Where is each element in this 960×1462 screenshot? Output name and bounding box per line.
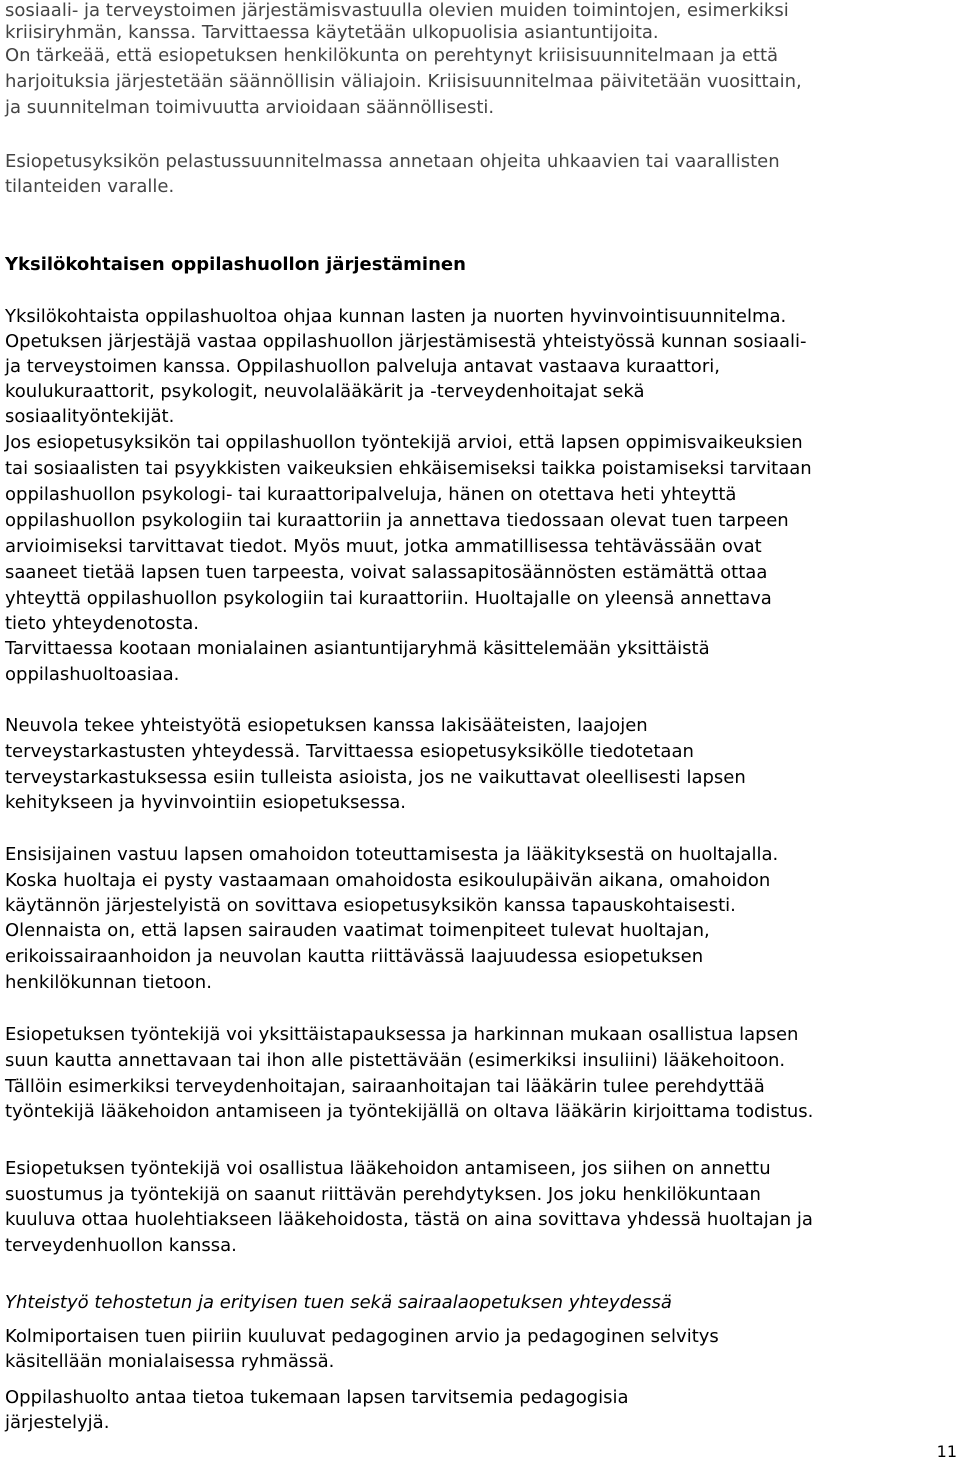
paragraph-6-line: Tällöin esimerkiksi terveydenhoitajan, sairaanhoitajan tai lääkärin tulee perehdyttää <box>5 1076 765 1097</box>
paragraph-6-line: Esiopetuksen työntekijä voi yksittäistapauksessa ja harkinnan mukaan osallistua lapsen <box>5 1024 799 1045</box>
paragraph-1-line: On tärkeää, että esiopetuksen henkilökunta on perehtynyt kriisisuunnitelmaan ja että <box>5 45 779 66</box>
paragraph-3-line: Tarvittaessa kootaan monialainen asiantuntijaryhmä käsittelemään yksittäistä <box>5 638 710 659</box>
paragraph-5-line: henkilökunnan tietoon. <box>5 972 212 993</box>
paragraph-9-line: järjestelyjä. <box>5 1412 110 1433</box>
paragraph-7-line: suostumus ja työntekijä on saanut riittävän perehdytyksen. Jos joku henkilökuntaan <box>5 1184 761 1205</box>
paragraph-3-line: sosiaalityöntekijät. <box>5 406 175 427</box>
paragraph-3-line: koulukuraattorit, psykologit, neuvolalääkärit ja -terveydenhoitajat sekä <box>5 381 645 402</box>
paragraph-4-line: kehitykseen ja hyvinvointiin esiopetuksessa. <box>5 792 407 813</box>
paragraph-5-line: Olennaista on, että lapsen sairauden vaatimat toimenpiteet tulevat huoltajan, <box>5 920 710 941</box>
paragraph-3-line: oppilashuoltoasiaa. <box>5 664 180 685</box>
paragraph-5-line: käytännön järjestelyistä on sovittava esiopetusyksikön kanssa tapauskohtaisesti. <box>5 895 736 916</box>
paragraph-4-line: Neuvola tekee yhteistyötä esiopetuksen kanssa lakisääteisten, laajojen <box>5 715 648 736</box>
paragraph-2-line: Esiopetusyksikön pelastussuunnitelmassa annetaan ohjeita uhkaavien tai vaarallisten <box>5 151 780 172</box>
paragraph-3-line: Opetuksen järjestäjä vastaa oppilashuollon järjestämisestä yhteistyössä kunnan sosiaali- <box>5 331 807 352</box>
subsection-heading: Yhteistyö tehostetun ja erityisen tuen sekä sairaalaopetuksen yhteydessä <box>5 1292 672 1313</box>
page-number: 11 <box>936 1442 957 1461</box>
paragraph-3-line: yhteyttä oppilashuollon psykologiin tai kuraattoriin. Huoltajalle on yleensä annettava <box>5 588 772 609</box>
paragraph-2-line: tilanteiden varalle. <box>5 176 175 197</box>
paragraph-5-line: Ensisijainen vastuu lapsen omahoidon toteuttamisesta ja lääkityksestä on huoltajalla. <box>5 844 779 865</box>
paragraph-4-line: terveystarkastuksessa esiin tulleista asioista, jos ne vaikuttavat oleellisesti lapsen <box>5 767 746 788</box>
paragraph-7-line: terveydenhuollon kanssa. <box>5 1235 237 1256</box>
paragraph-3-line: Yksilökohtaista oppilashuoltoa ohjaa kunnan lasten ja nuorten hyvinvointisuunnitelma. <box>5 306 787 327</box>
paragraph-3-line: tai sosiaalisten tai psyykkisten vaikeuksien ehkäisemiseksi taikka poistamiseksi tarvitaan <box>5 458 812 479</box>
paragraph-6-line: suun kautta annettavaan tai ihon alle pistettävään (esimerkiksi insuliini) lääkehoitoon. <box>5 1050 786 1071</box>
paragraph-3-line: ja terveystoimen kanssa. Oppilashuollon palveluja antavat vastaava kuraattori, <box>5 356 720 377</box>
paragraph-9-line: Oppilashuolto antaa tietoa tukemaan lapsen tarvitsemia pedagogisia <box>5 1387 629 1408</box>
paragraph-3-line: oppilashuollon psykologi- tai kuraattoripalveluja, hänen on otettava heti yhteyttä <box>5 484 737 505</box>
paragraph-8-line: Kolmiportaisen tuen piiriin kuuluvat pedagoginen arvio ja pedagoginen selvitys <box>5 1326 719 1347</box>
paragraph-7-line: kuuluva ottaa huolehtiakseen lääkehoidosta, tästä on aina sovittava yhdessä huoltajan ja <box>5 1209 813 1230</box>
paragraph-5-line: Koska huoltaja ei pysty vastaamaan omahoidosta esikoulupäivän aikana, omahoidon <box>5 870 771 891</box>
paragraph-1-line: ja suunnitelman toimivuutta arvioidaan säännöllisesti. <box>5 97 495 118</box>
paragraph-4-line: terveystarkastusten yhteydessä. Tarvittaessa esiopetusyksikölle tiedotetaan <box>5 741 694 762</box>
paragraph-6-line: työntekijä lääkehoidon antamiseen ja työntekijällä on oltava lääkärin kirjoittama todistus. <box>5 1101 814 1122</box>
paragraph-1-line: sosiaali- ja terveystoimen järjestämisvastuulla olevien muiden toimintojen, esimerkiksi <box>5 0 789 21</box>
paragraph-3-line: oppilashuollon psykologiin tai kuraattoriin ja annettava tiedossaan olevat tuen tarpeen <box>5 510 789 531</box>
paragraph-3-line: saaneet tietää lapsen tuen tarpeesta, voivat salassapitosäännösten estämättä ottaa <box>5 562 768 583</box>
paragraph-8-line: käsitellään monialaisessa ryhmässä. <box>5 1351 335 1372</box>
paragraph-3-line: arvioimiseksi tarvittavat tiedot. Myös muut, jotka ammatillisessa tehtävässään ovat <box>5 536 762 557</box>
paragraph-1-line: kriisiryhmän, kanssa. Tarvittaessa käytetään ulkopuolisia asiantuntijoita. <box>5 22 659 43</box>
paragraph-5-line: erikoissairaanhoidon ja neuvolan kautta riittävässä laajuudessa esiopetuksen <box>5 946 704 967</box>
paragraph-7-line: Esiopetuksen työntekijä voi osallistua lääkehoidon antamiseen, jos siihen on annettu <box>5 1158 771 1179</box>
paragraph-3-line: Jos esiopetusyksikön tai oppilashuollon työntekijä arvioi, että lapsen oppimisvaikeuksien <box>5 432 803 453</box>
paragraph-3-line: tieto yhteydenotosta. <box>5 613 199 634</box>
section-heading: Yksilökohtaisen oppilashuollon järjestäminen <box>5 254 466 275</box>
paragraph-1-line: harjoituksia järjestetään säännöllisin väliajoin. Kriisisuunnitelmaa päivitetään vuosittain, <box>5 71 802 92</box>
